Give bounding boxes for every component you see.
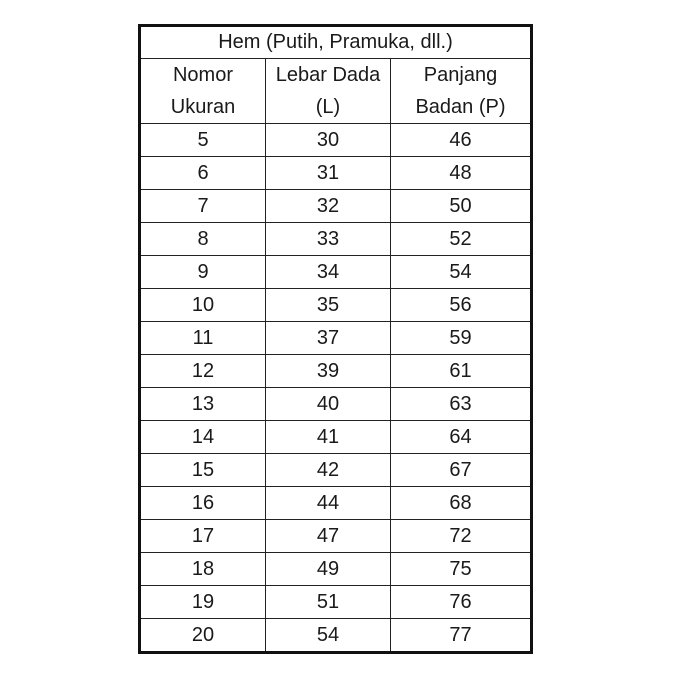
cell-body-length: 63 <box>391 388 532 421</box>
cell-chest-width: 30 <box>266 124 391 157</box>
header-line: Nomor <box>172 64 233 86</box>
table-row <box>140 223 532 256</box>
cell-size-number: 15 <box>140 454 266 487</box>
table-row <box>140 553 532 586</box>
cell-chest-width: 34 <box>266 256 391 289</box>
cell-chest-width: 51 <box>266 586 391 619</box>
cell-chest-width: 47 <box>266 520 391 553</box>
cell-body-length: 77 <box>391 619 532 653</box>
cell-body-length: 75 <box>391 553 532 586</box>
table-title: Hem (Putih, Pramuka, dll.) <box>140 26 532 59</box>
title-row <box>140 26 532 59</box>
cell-chest-width: 39 <box>266 355 391 388</box>
cell-chest-width: 42 <box>266 454 391 487</box>
cell-chest-width: 33 <box>266 223 391 256</box>
table-row <box>140 190 532 223</box>
cell-size-number: 12 <box>140 355 266 388</box>
cell-chest-width: 32 <box>266 190 391 223</box>
cell-size-number: 19 <box>140 586 266 619</box>
cell-body-length: 68 <box>391 487 532 520</box>
cell-size-number: 18 <box>140 553 266 586</box>
cell-chest-width: 54 <box>266 619 391 653</box>
cell-body-length: 50 <box>391 190 532 223</box>
cell-size-number: 13 <box>140 388 266 421</box>
size-table <box>138 24 533 654</box>
cell-body-length: 61 <box>391 355 532 388</box>
cell-body-length: 46 <box>391 124 532 157</box>
cell-body-length: 67 <box>391 454 532 487</box>
header-line: Panjang <box>423 64 498 86</box>
cell-body-length: 59 <box>391 322 532 355</box>
cell-chest-width: 35 <box>266 289 391 322</box>
header-line: Ukuran <box>170 96 236 118</box>
table-body <box>140 124 532 653</box>
cell-chest-width: 31 <box>266 157 391 190</box>
cell-size-number: 17 <box>140 520 266 553</box>
cell-body-length: 64 <box>391 421 532 454</box>
cell-size-number: 7 <box>140 190 266 223</box>
table-row <box>140 289 532 322</box>
cell-size-number: 20 <box>140 619 266 653</box>
cell-body-length: 56 <box>391 289 532 322</box>
cell-size-number: 9 <box>140 256 266 289</box>
table-row <box>140 322 532 355</box>
cell-size-number: 8 <box>140 223 266 256</box>
table-row <box>140 520 532 553</box>
table-row <box>140 421 532 454</box>
table-row <box>140 124 532 157</box>
cell-body-length: 54 <box>391 256 532 289</box>
cell-chest-width: 49 <box>266 553 391 586</box>
table-row <box>140 487 532 520</box>
cell-size-number: 6 <box>140 157 266 190</box>
cell-size-number: 5 <box>140 124 266 157</box>
cell-size-number: 11 <box>140 322 266 355</box>
header-chest-width <box>266 59 391 124</box>
table-row <box>140 388 532 421</box>
cell-size-number: 10 <box>140 289 266 322</box>
table-row <box>140 256 532 289</box>
header-line: Badan (P) <box>415 96 506 118</box>
cell-chest-width: 37 <box>266 322 391 355</box>
cell-body-length: 76 <box>391 586 532 619</box>
table-row <box>140 454 532 487</box>
table-row <box>140 355 532 388</box>
table-row <box>140 157 532 190</box>
cell-size-number: 16 <box>140 487 266 520</box>
cell-body-length: 72 <box>391 520 532 553</box>
cell-chest-width: 44 <box>266 487 391 520</box>
header-line: (L) <box>315 96 341 118</box>
cell-chest-width: 40 <box>266 388 391 421</box>
cell-body-length: 48 <box>391 157 532 190</box>
header-body-length <box>391 59 532 124</box>
cell-size-number: 14 <box>140 421 266 454</box>
header-size-number <box>140 59 266 124</box>
header-line: Lebar Dada <box>275 64 381 86</box>
table-row <box>140 619 532 653</box>
header-row <box>140 59 532 124</box>
cell-chest-width: 41 <box>266 421 391 454</box>
table-row <box>140 586 532 619</box>
cell-body-length: 52 <box>391 223 532 256</box>
